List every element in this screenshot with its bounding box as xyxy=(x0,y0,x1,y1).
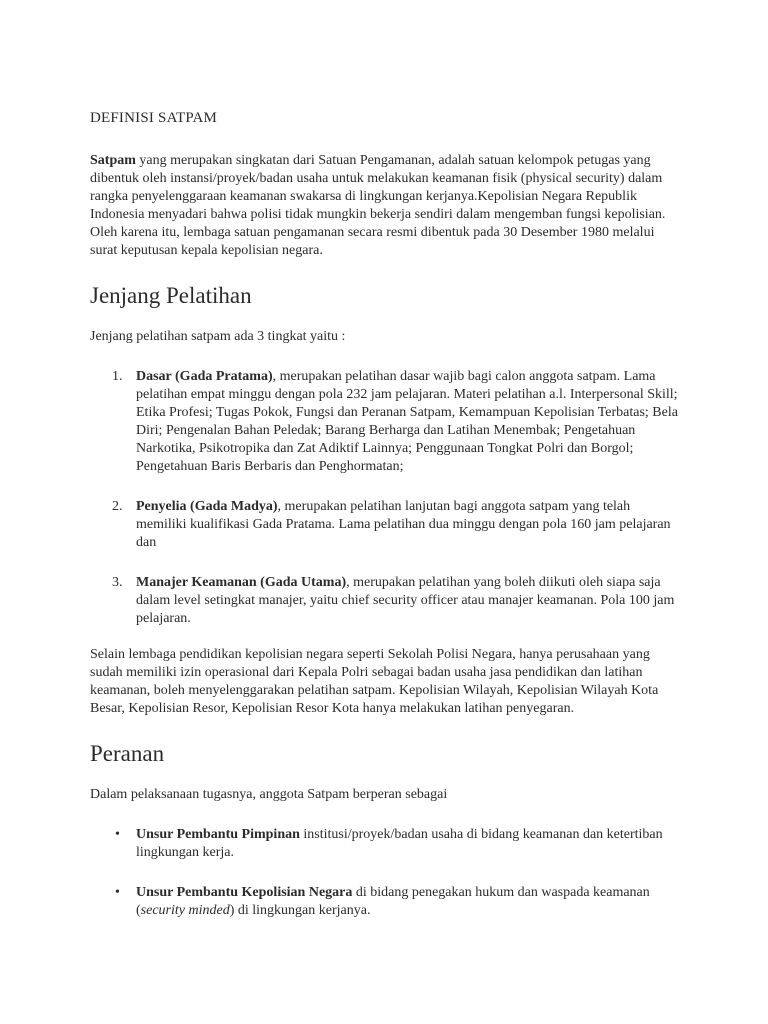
list-item-italic: security minded xyxy=(140,903,230,918)
list-number: 1. xyxy=(112,369,123,384)
list-item-title: Dasar (Gada Pratama) xyxy=(136,369,273,384)
list-item xyxy=(90,368,680,476)
peranan-list xyxy=(90,826,680,920)
definisi-term: Satpam xyxy=(90,153,136,168)
heading-peranan: Peranan xyxy=(90,741,165,766)
list-item-title: Unsur Pembantu Kepolisian Negara xyxy=(136,885,353,900)
definisi-paragraph xyxy=(90,152,680,260)
list-item-text: , merupakan pelatihan dasar wajib bagi calon anggota satpam. Lama pelatihan empat minggu dengan pola 232 jam pelajaran. Materi pelatihan a.l. Interpersonal Skill; Etika Profesi; Tugas Pokok, Fungsi dan Peranan Satpam, Kemampuan Kepolisian Terbatas; Bela Diri; Pengenalan Bahan Peledak; Barang Berharga dan Latihan Menembak; Pengetahuan Narkotika, Psikotropika dan Zat Adiktif Lainnya; Penggunaan Tongkat Polri dan Borgol; Pengetahuan Baris Berbaris dan Penghormatan; xyxy=(136,369,678,474)
list-item-text: di bidang penegakan hukum dan waspada keamanan ( xyxy=(136,885,650,918)
heading-definisi-satpam: DEFINISI SATPAM xyxy=(90,110,218,126)
list-item-text: , merupakan pelatihan lanjutan bagi anggota satpam yang telah memiliki kualifikasi Gada Pratama. Lama pelatihan dua minggu dengan pola 160 jam pelajaran dan xyxy=(136,499,671,550)
document-page xyxy=(90,110,680,920)
list-item-title: Manajer Keamanan (Gada Utama) xyxy=(136,575,347,590)
list-item-text: ) di lingkungan kerjanya. xyxy=(229,903,371,918)
jenjang-list xyxy=(90,368,680,628)
list-item-title: Penyelia (Gada Madya) xyxy=(136,499,278,514)
jenjang-after-paragraph: Selain lembaga pendidikan kepolisian negara seperti Sekolah Polisi Negara, hanya perusahaan yang sudah memiliki izin operasional dari Kepala Polri sebagai badan usaha jasa pendidikan dan latihan keamanan, boleh menyelenggarakan pelatihan satpam. Kepolisian Wilayah, Kepolisian Wilayah Kota Besar, Kepolisian Resor, Kepolisian Resor Kota hanya melakukan latihan penyegaran. xyxy=(90,647,659,716)
list-item xyxy=(90,498,680,552)
list-item xyxy=(90,826,680,862)
definisi-text: yang merupakan singkatan dari Satuan Pengamanan, adalah satuan kelompok petugas yang dibentuk oleh instansi/proyek/badan usaha untuk melakukan keamanan fisik (physical security) dalam rangka penyelenggaraan keamanan swakarsa di lingkungan kerjanya.Kepolisian Negara Republik Indonesia menyadari bahwa polisi tidak mungkin bekerja sendiri dalam mengemban fungsi kepolisian. Oleh karena itu, lembaga satuan pengamanan secara resmi dibentuk pada 30 Desember 1980 melalui surat keputusan kepala kepolisian negara. xyxy=(90,153,666,258)
list-number: 2. xyxy=(112,499,123,514)
heading-jenjang-pelatihan: Jenjang Pelatihan xyxy=(90,283,252,308)
list-item xyxy=(90,884,680,920)
bullet-icon: • xyxy=(115,827,120,842)
list-number: 3. xyxy=(112,575,123,590)
peranan-lead: Dalam pelaksanaan tugasnya, anggota Satpam berperan sebagai xyxy=(90,787,448,802)
jenjang-lead: Jenjang pelatihan satpam ada 3 tingkat yaitu : xyxy=(90,329,346,344)
list-item xyxy=(90,574,680,628)
bullet-icon: • xyxy=(115,885,120,900)
list-item-title: Unsur Pembantu Pimpinan xyxy=(136,827,300,842)
list-item-text: institusi/proyek/badan usaha di bidang keamanan dan ketertiban lingkungan kerja. xyxy=(136,827,663,860)
list-item-text: , merupakan pelatihan yang boleh diikuti oleh siapa saja dalam level setingkat manajer, yaitu chief security officer atau manajer keamanan. Pola 100 jam pelajaran. xyxy=(136,575,675,626)
